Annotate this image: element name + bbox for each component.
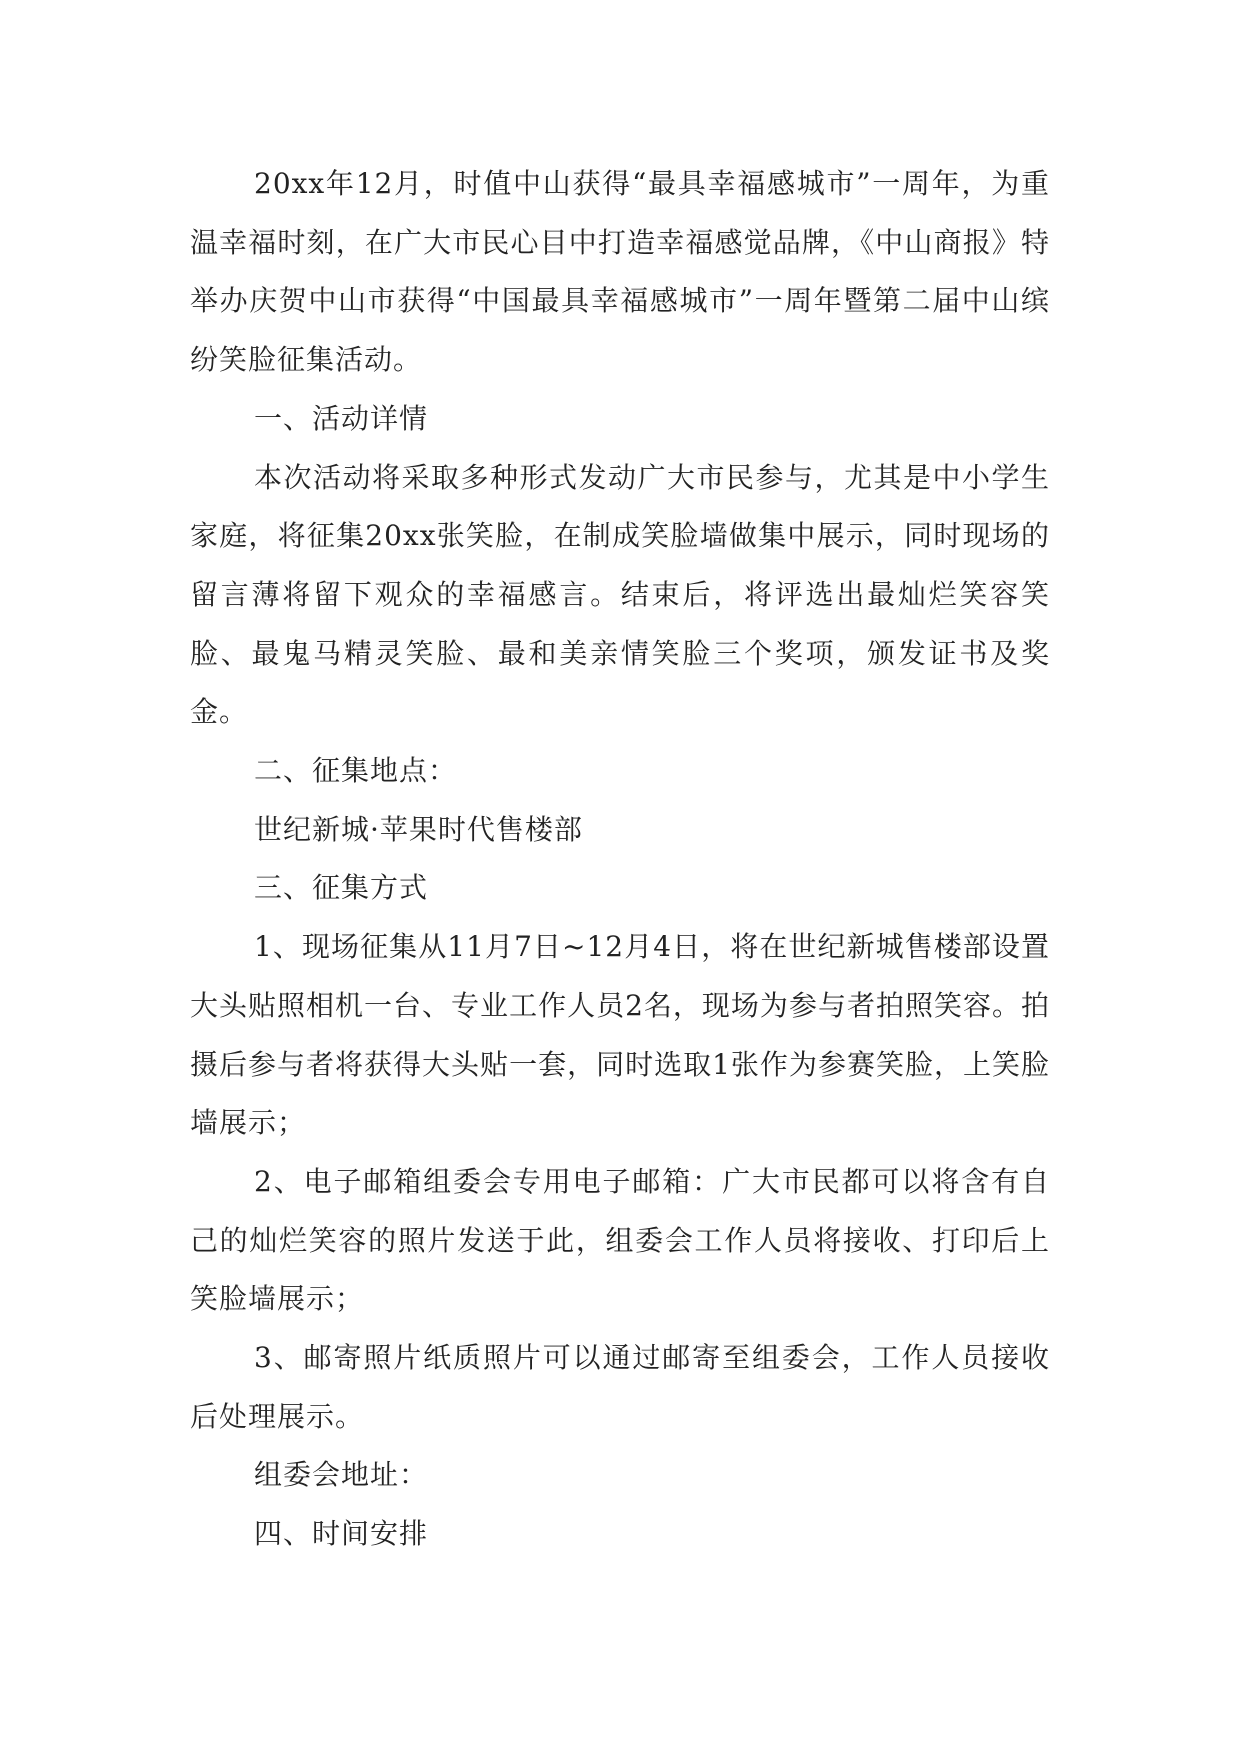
activity-details-paragraph: 本次活动将采取多种形式发动广大市民参与，尤其是中小学生家庭，将征集20xx张笑脸，在制成笑脸墙做集中展示，同时现场的留言薄将留下观众的幸福感言。结束后，将评选出最灿烂笑容笑脸、最鬼马精灵笑脸、最和美亲情笑脸三个奖项，颁发证书及奖金。 (190, 460, 1050, 729)
method-onsite-paragraph: 1、现场征集从11月7日~12月4日，将在世纪新城售楼部设置大头贴照相机一台、专业工作人员2名，现场为参与者拍照笑容。拍摄后参与者将获得大头贴一套，同时选取1张作为参赛笑脸，上笑脸墙展示； (190, 930, 1050, 1140)
section-heading-collection-methods: 三、征集方式 (254, 871, 429, 905)
section-heading-collection-location: 二、征集地点： (254, 754, 458, 788)
section-heading-schedule: 四、时间安排 (254, 1517, 429, 1551)
method-email-paragraph: 2、电子邮箱组委会专用电子邮箱：广大市民都可以将含有自己的灿烂笑容的照片发送于此，组委会工作人员将接收、打印后上笑脸墙展示； (190, 1164, 1050, 1316)
method-mail-paragraph: 3、邮寄照片纸质照片可以通过邮寄至组委会，工作人员接收后处理展示。 (190, 1341, 1050, 1433)
document-body (190, 155, 1050, 1564)
intro-paragraph: 20xx年12月，时值中山获得“最具幸福感城市”一周年，为重温幸福时刻，在广大市民心目中打造幸福感觉品牌，《中山商报》特举办庆贺中山市获得“中国最具幸福感城市”一周年暨第二届中山缤纷笑脸征集活动。 (190, 167, 1050, 377)
collection-location-paragraph: 世纪新城·苹果时代售楼部 (254, 812, 583, 846)
committee-address-paragraph: 组委会地址： (254, 1458, 429, 1492)
section-heading-activity-details: 一、活动详情 (254, 401, 429, 435)
